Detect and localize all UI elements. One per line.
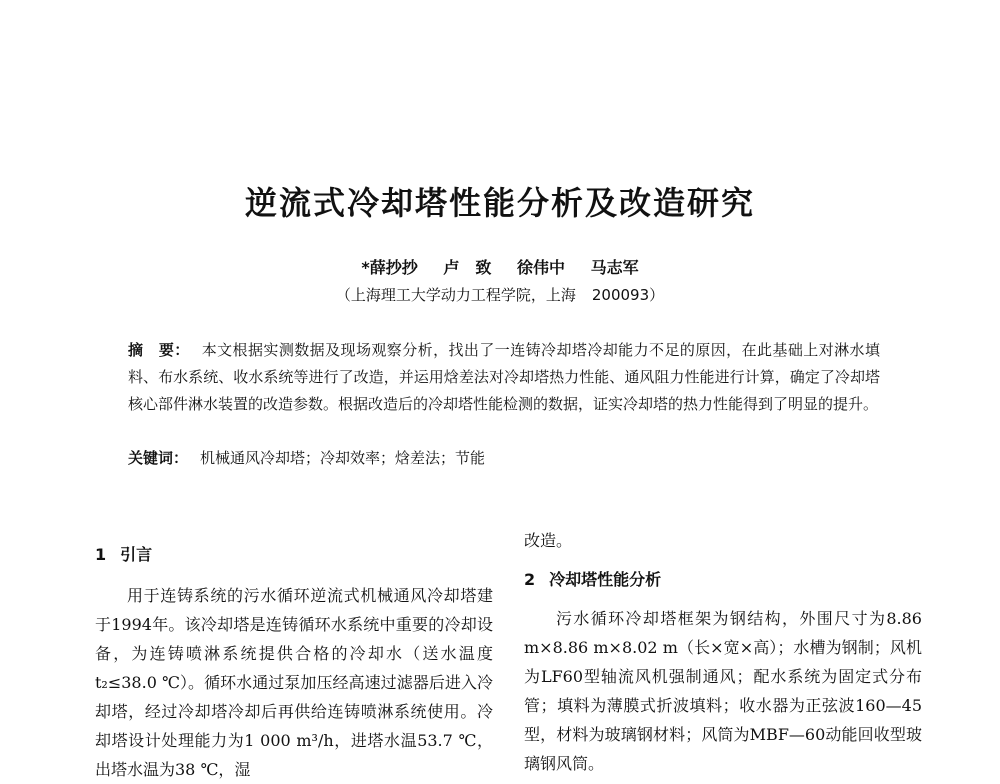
section-title: 引言 bbox=[120, 545, 153, 564]
abstract-label: 摘 要： bbox=[128, 341, 190, 359]
author-name: 卢 致 bbox=[443, 258, 492, 277]
author-name: 徐伟中 bbox=[516, 258, 565, 277]
continuation-text: 改造。 bbox=[524, 531, 573, 550]
section-title: 冷却塔性能分析 bbox=[549, 570, 662, 589]
section-number: 1 bbox=[95, 545, 107, 564]
author-name: *薛抄抄 bbox=[361, 258, 418, 277]
affiliation-postcode: 200093） bbox=[591, 286, 665, 304]
abstract-text: 本文根据实测数据及现场观察分析，找出了一连铸冷却塔冷却能力不足的原因，在此基础上对淋水填料、布水系统、收水系统等进行了改造，并运用焓差法对冷却塔热力性能、通风阻力性能进行计算，确定了冷却塔核心部件淋水装置的改造参数。根据改造后的冷却塔性能检测的数据，证实冷却塔的热力性能得到了明显的提升。 bbox=[128, 341, 880, 413]
section-heading bbox=[95, 540, 493, 569]
section-number: 2 bbox=[524, 570, 536, 589]
abstract bbox=[128, 337, 880, 418]
affiliation-text: （上海理工大学动力工程学院，上海 bbox=[335, 286, 576, 304]
body-paragraph: 污水循环冷却塔框架为钢结构，外围尺寸为8.86 m×8.86 m×8.02 m（长×宽×高）；水槽为钢制；风机为LF60型轴流风机强制通风；配水系统为固定式分布管；填料为薄膜式折波填料；收水器为正弦波160—45型，材料为玻璃钢材料；风筒为MBF—60动能回收型玻璃钢风筒。 bbox=[524, 609, 922, 773]
author-list bbox=[0, 255, 1000, 278]
keywords bbox=[128, 445, 880, 472]
affiliation bbox=[0, 284, 1000, 305]
keywords-text: 机械通风冷却塔；冷却效率；焓差法；节能 bbox=[200, 449, 486, 467]
keywords-label: 关键词： bbox=[128, 449, 189, 467]
paper-title: 逆流式冷却塔性能分析及改造研究 bbox=[244, 184, 755, 222]
right-column bbox=[524, 526, 922, 778]
author-name: 马志军 bbox=[590, 258, 639, 277]
section-heading bbox=[524, 565, 922, 594]
body-paragraph: 用于连铸系统的污水循环逆流式机械通风冷却塔建于1994年。该冷却塔是连铸循环水系统中重要的冷却设备，为连铸喷淋系统提供合格的冷却水（送水温度 t₂≤38.0 ℃）。循环水通过泵加压经高速过滤器后进入冷却塔，经过冷却塔冷却后再供给连铸喷淋系统使用。冷却塔设计处理能力为1 000 m³/h，进塔水温53.7 ℃，出塔水温为38 ℃，湿 bbox=[95, 586, 493, 779]
left-column bbox=[95, 540, 493, 784]
